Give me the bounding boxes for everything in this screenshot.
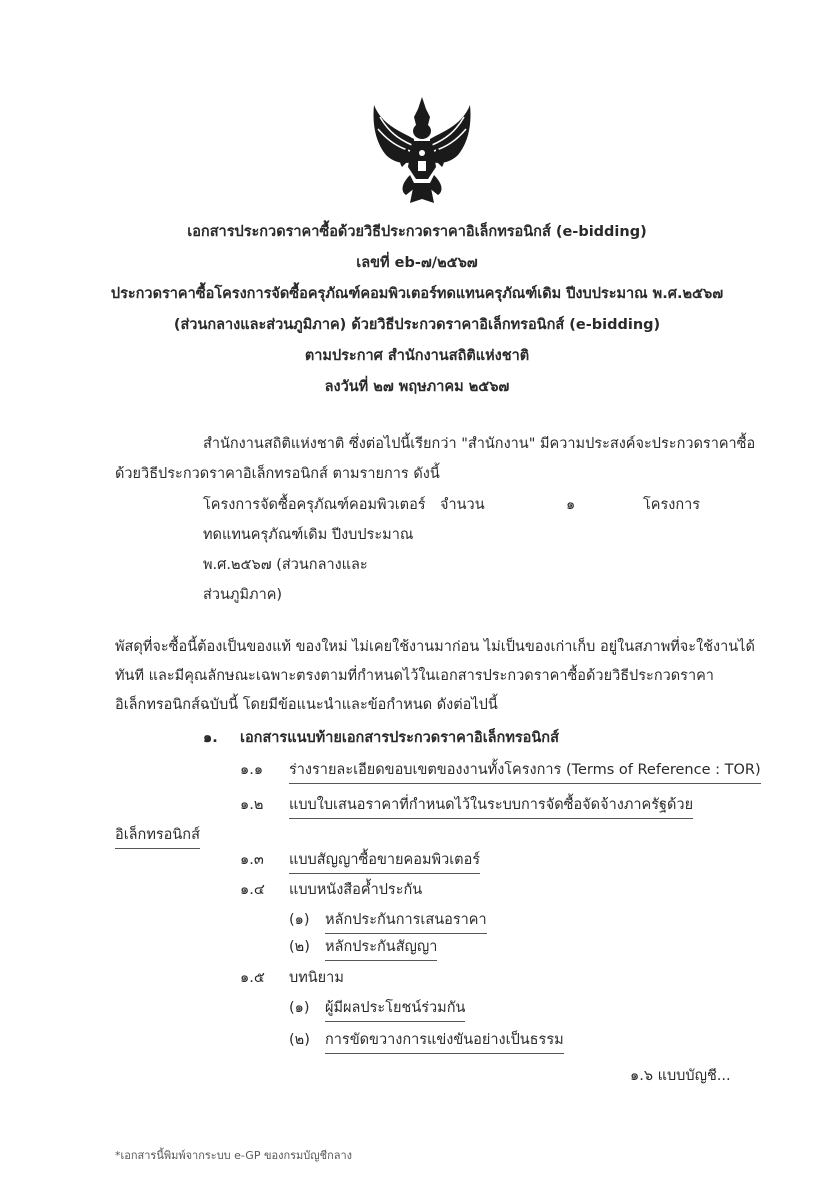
sub-item-number: (๒) (289, 939, 310, 955)
announcement-date: ลงวันที่ ๒๗ พฤษภาคม ๒๕๖๗ (324, 379, 510, 395)
sub-item-number: (๑) (289, 1000, 310, 1016)
document-title: เอกสารประกวดราคาซื้อด้วยวิธีประกวดราคาอิเล็กทรอนิกส์ (e-bidding) (187, 224, 647, 240)
list-item-text: บทนิยาม (289, 970, 344, 986)
list-item-text: แบบหนังสือค้ำประกัน (289, 882, 423, 898)
body-line-3: อิเล็กทรอนิกส์ฉบับนี้ โดยมีข้อแนะนำและข้อกำหนด ดังต่อไปนี้ (115, 697, 498, 713)
body-line-1: พัสดุที่จะซื้อนี้ต้องเป็นของแท้ ของใหม่ ไม่เคยใช้งานมาก่อน ไม่เป็นของเก่าเก็บ อยู่ในสภาพที่จะใช้งานได้ (115, 639, 755, 655)
item-name-line: ส่วนภูมิภาค) (203, 587, 283, 603)
attachment-link-conflict-of-interest[interactable]: ผู้มีผลประโยชน์ร่วมกัน (325, 998, 465, 1022)
project-title: ประกวดราคาซื้อโครงการจัดซื้อครุภัณฑ์คอมพิวเตอร์ทดแทนครุภัณฑ์เดิม ปีงบประมาณ พ.ศ.๒๕๖๗ (110, 286, 724, 302)
item-name-line: ทดแทนครุภัณฑ์เดิม ปีงบประมาณ (203, 527, 414, 543)
list-item-number: ๑.๕ (240, 970, 265, 986)
sub-item-number: (๒) (289, 1032, 310, 1048)
garuda-emblem-icon (370, 95, 474, 207)
item-quantity-label: จำนวน (440, 497, 485, 513)
document-number: เลขที่ eb-๗/๒๕๖๗ (356, 255, 478, 271)
list-item-number: ๑.๑ (240, 762, 264, 778)
sub-item-number: (๑) (289, 912, 310, 928)
attachment-link-contract-guarantee[interactable]: หลักประกันสัญญา (325, 937, 437, 961)
announcement-by: ตามประกาศ สำนักงานสถิติแห่งชาติ (304, 348, 530, 364)
item-name-line: โครงการจัดซื้อครุภัณฑ์คอมพิวเตอร์ (203, 497, 426, 513)
intro-line-2: ด้วยวิธีประกวดราคาอิเล็กทรอนิกส์ ตามรายการ ดังนี้ (115, 466, 440, 482)
list-item-number: ๑.๔ (240, 882, 265, 898)
project-scope: (ส่วนกลางและส่วนภูมิภาค) ด้วยวิธีประกวดราคาอิเล็กทรอนิกส์ (e-bidding) (173, 317, 661, 333)
page-continuation: ๑.๖ แบบบัญชี... (630, 1068, 731, 1084)
attachment-link-bid-form[interactable]: แบบใบเสนอราคาที่กำหนดไว้ในระบบการจัดซื้อจัดจ้างภาครัฐด้วย (289, 795, 693, 819)
list-item-number: ๑.๒ (240, 797, 264, 813)
body-line-2: ทันที และมีคุณลักษณะเฉพาะตรงตามที่กำหนดไว้ในเอกสารประกวดราคาซื้อด้วยวิธีประกวดราคา (115, 668, 714, 684)
footer-note: *เอกสารนี้พิมพ์จากระบบ e-GP ของกรมบัญชีกลาง (115, 1149, 353, 1162)
item-quantity: ๑ (566, 497, 576, 513)
intro-line-1: สำนักงานสถิติแห่งชาติ ซึ่งต่อไปนี้เรียกว่า "สำนักงาน" มีความประสงค์จะประกวดราคาซื้อ (203, 436, 756, 452)
list-item-number: ๑.๓ (240, 852, 264, 868)
attachment-link-tor[interactable]: ร่างรายละเอียดขอบเขตของงานทั้งโครงการ (Terms of Reference : TOR) (289, 760, 761, 784)
attachment-link-bid-form-cont[interactable]: อิเล็กทรอนิกส์ (115, 825, 200, 849)
section-title: เอกสารแนบท้ายเอกสารประกวดราคาอิเล็กทรอนิกส์ (240, 730, 559, 746)
attachment-link-contract[interactable]: แบบสัญญาซื้อขายคอมพิวเตอร์ (289, 850, 480, 874)
attachment-link-bid-guarantee[interactable]: หลักประกันการเสนอราคา (325, 910, 487, 934)
section-number: ๑. (203, 730, 218, 746)
attachment-link-fair-competition[interactable]: การขัดขวางการแข่งขันอย่างเป็นธรรม (325, 1030, 564, 1054)
item-name-line: พ.ศ.๒๕๖๗ (ส่วนกลางและ (203, 557, 368, 573)
item-unit: โครงการ (643, 497, 701, 513)
